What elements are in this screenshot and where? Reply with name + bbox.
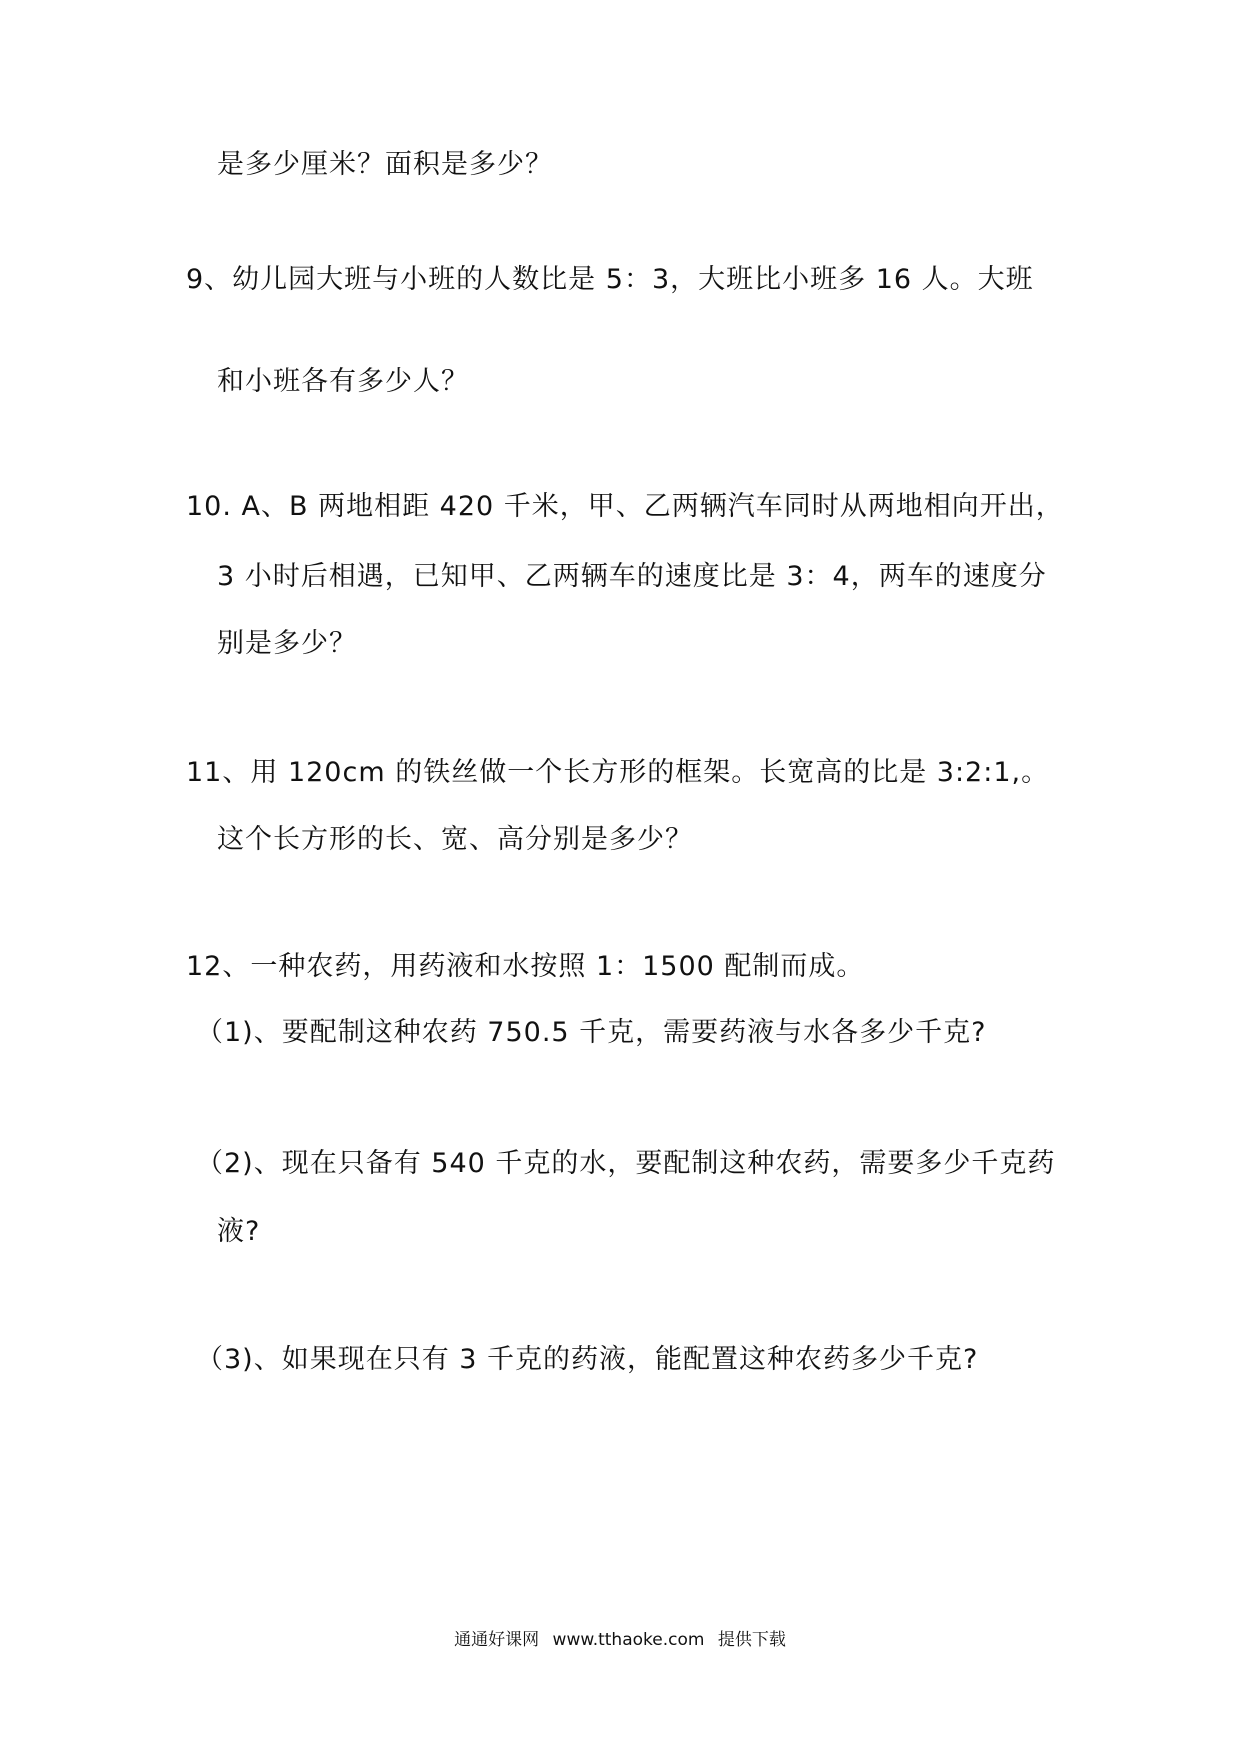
question-9-line-2: 和小班各有多少人？	[217, 366, 469, 397]
question-10-line-1: 10. A、B 两地相距 420 千米，甲、乙两辆汽车同时从两地相向开出，	[186, 491, 1064, 522]
question-12-sub-2-line-1: （2)、现在只备有 540 千克的水，要配制这种农药，需要多少千克药	[196, 1148, 1056, 1179]
question-11-line-1: 11、用 120cm 的铁丝做一个长方形的框架。长宽高的比是 3:2:1,。	[186, 757, 1050, 788]
question-8-continuation: 是多少厘米？面积是多少？	[217, 149, 553, 180]
footer-site-name: 通通好课网	[454, 1630, 540, 1650]
question-10-line-3: 别是多少？	[217, 628, 357, 659]
footer-suffix: 提供下载	[717, 1630, 786, 1650]
page-footer	[0, 1628, 1240, 1652]
question-12-sub-2-line-2: 液?	[217, 1216, 261, 1247]
footer-url: www.tthaoke.com	[552, 1630, 705, 1650]
question-12-sub-1: （1)、要配制这种农药 750.5 千克，需要药液与水各多少千克?	[196, 1017, 987, 1048]
question-11-line-2: 这个长方形的长、宽、高分别是多少？	[217, 824, 693, 855]
question-9-line-1: 9、幼儿园大班与小班的人数比是 5：3，大班比小班多 16 人。大班	[186, 264, 1034, 295]
question-12-sub-3: （3)、如果现在只有 3 千克的药液，能配置这种农药多少千克?	[196, 1344, 979, 1375]
question-12-line-1: 12、一种农药，用药液和水按照 1：1500 配制而成。	[186, 951, 865, 982]
question-10-line-2: 3 小时后相遇，已知甲、乙两辆车的速度比是 3：4，两车的速度分	[217, 561, 1047, 592]
